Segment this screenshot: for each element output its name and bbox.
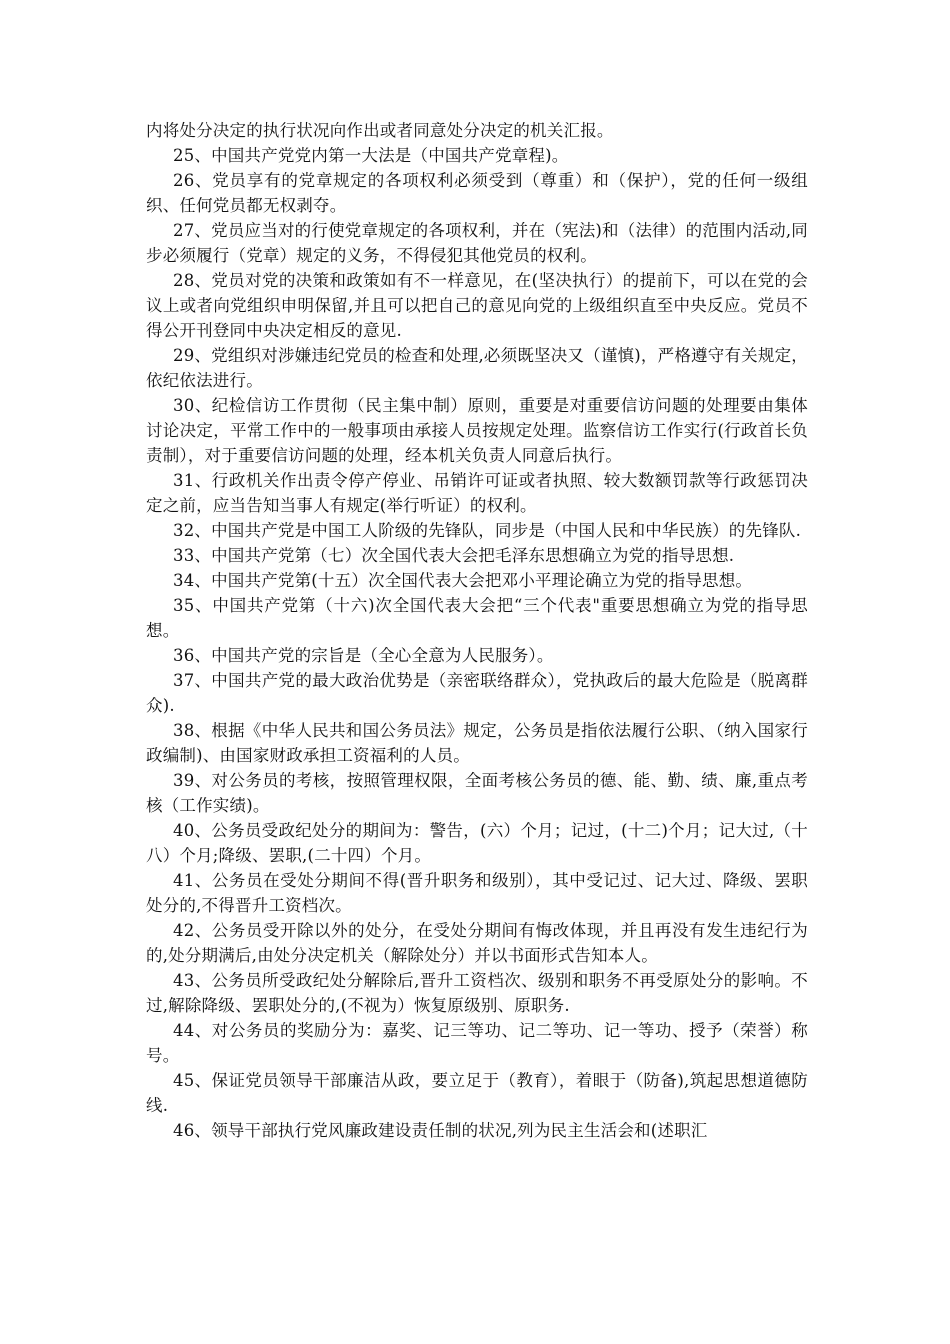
paragraph-item-46: 46、领导干部执行党风廉政建设责任制的状况,列为民主生活会和(述职汇	[173, 1121, 708, 1140]
paragraph-item-44: 44、对公务员的奖励分为：嘉奖、记三等功、记二等功、记一等功、授予（荣誉）称号。	[146, 1021, 808, 1065]
document-body	[146, 118, 808, 1143]
paragraph-item-27: 27、党员应当对的行使党章规定的各项权利，并在（宪法)和（法律）的范围内活动,同步必须履行（党章）规定的义务，不得侵犯其他党员的权利。	[146, 221, 808, 265]
paragraph-item-36: 36、中国共产党的宗旨是（全心全意为人民服务）。	[173, 646, 554, 665]
paragraph-item-39: 39、对公务员的考核，按照管理权限，全面考核公务员的德、能、勤、绩、廉,重点考核（工作实绩)。	[146, 771, 808, 815]
paragraph-continuation: 内将处分决定的执行状况向作出或者同意处分决定的机关汇报。	[146, 121, 614, 140]
paragraph-item-42: 42、公务员受开除以外的处分，在受处分期间有悔改体现，并且再没有发生违纪行为的,处分期满后,由处分决定机关（解除处分）并以书面形式告知本人。	[146, 921, 808, 965]
paragraph-item-28: 28、党员对党的决策和政策如有不一样意见，在(坚决执行）的提前下，可以在党的会议上或者向党组织申明保留,并且可以把自己的意见向党的上级组织直至中央反应。党员不得公开刊登同中央决定相反的意见.	[146, 271, 808, 340]
paragraph-item-31: 31、行政机关作出责令停产停业、吊销许可证或者执照、较大数额罚款等行政惩罚决定之前，应当告知当事人有规定(举行听证）的权利。	[146, 471, 808, 515]
paragraph-item-26: 26、党员享有的党章规定的各项权利必须受到（尊重）和（保护），党的任何一级组织、任何党员都无权剥夺。	[146, 171, 808, 215]
paragraph-item-38: 38、根据《中华人民共和国公务员法》规定，公务员是指依法履行公职、（纳入国家行政编制)、由国家财政承担工资福利的人员。	[146, 721, 808, 765]
paragraph-item-33: 33、中国共产党第（七）次全国代表大会把毛泽东思想确立为党的指导思想.	[173, 546, 735, 565]
paragraph-item-29: 29、党组织对涉嫌违纪党员的检查和处理,必须既坚决又（谨慎)，严格遵守有关规定，依纪依法进行。	[146, 346, 808, 390]
paragraph-item-43: 43、公务员所受政纪处分解除后,晋升工资档次、级别和职务不再受原处分的影响。不过,解除降级、罢职处分的,(不视为）恢复原级别、原职务.	[146, 971, 808, 1015]
paragraph-item-45: 45、保证党员领导干部廉洁从政，要立足于（教育），着眼于（防备),筑起思想道德防线.	[146, 1071, 808, 1115]
paragraph-item-40: 40、公务员受政纪处分的期间为：警告，(六）个月；记过，(十二)个月；记大过,（十八）个月;降级、罢职,(二十四）个月。	[146, 821, 808, 865]
paragraph-item-41: 41、公务员在受处分期间不得(晋升职务和级别），其中受记过、记大过、降级、罢职处分的,不得晋升工资档次。	[146, 871, 808, 915]
paragraph-item-30: 30、纪检信访工作贯彻（民主集中制）原则，重要是对重要信访问题的处理要由集体讨论决定，平常工作中的一般事项由承接人员按规定处理。监察信访工作实行(行政首长负责制），对于重要信访问题的处理，经本机关负责人同意后执行。	[146, 396, 808, 465]
paragraph-item-37: 37、中国共产党的最大政治优势是（亲密联络群众），党执政后的最大危险是（脱离群众).	[146, 671, 808, 715]
paragraph-item-34: 34、中国共产党第(十五）次全国代表大会把邓小平理论确立为党的指导思想。	[173, 571, 753, 590]
paragraph-item-32: 32、中国共产党是中国工人阶级的先锋队，同步是（中国人民和中华民族）的先锋队.	[173, 521, 802, 540]
paragraph-item-25: 25、中国共产党党内第一大法是（中国共产党章程)。	[173, 146, 569, 165]
paragraph-item-35: 35、中国共产党第（十六)次全国代表大会把“三个代表"重要思想确立为党的指导思想。	[146, 596, 808, 640]
